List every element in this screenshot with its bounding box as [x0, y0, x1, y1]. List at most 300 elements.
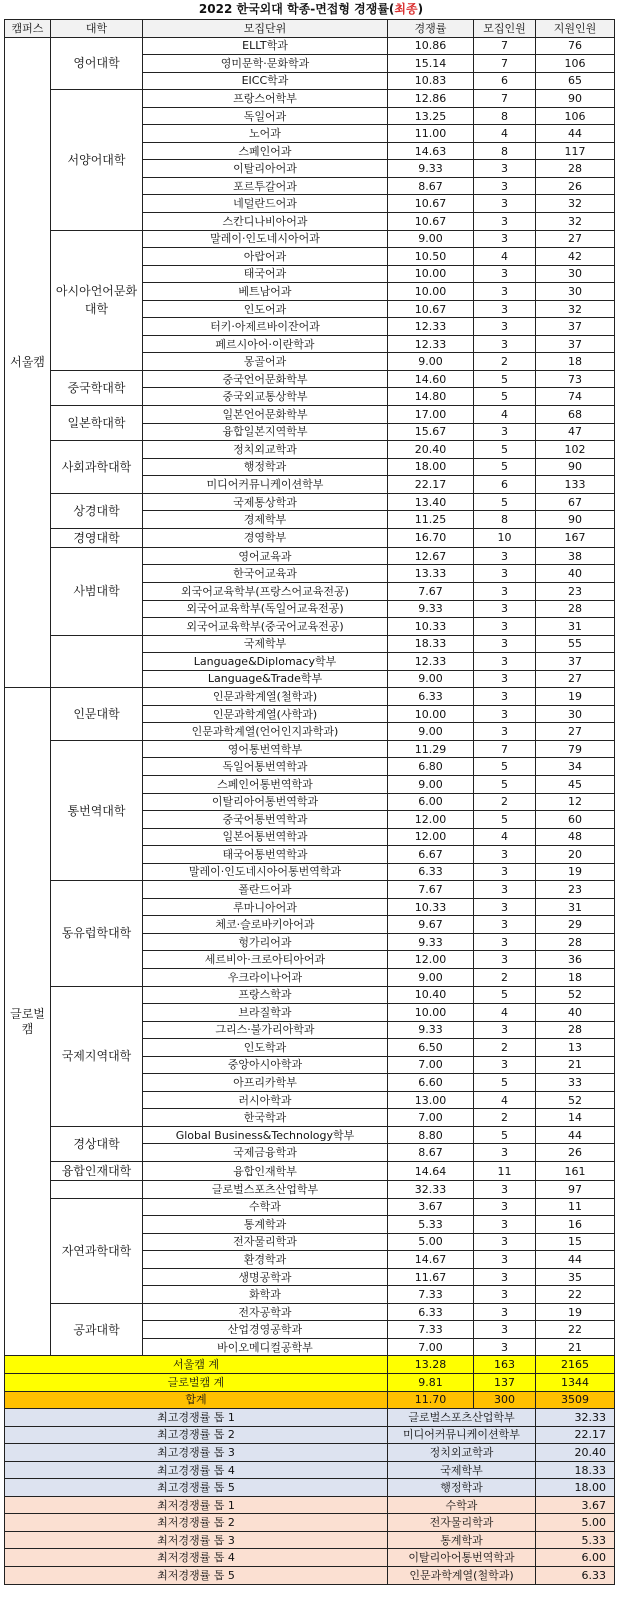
unit-cell: 베트남어과	[143, 283, 388, 301]
summary-quota: 137	[474, 1374, 536, 1392]
applicants-cell: 90	[536, 458, 615, 476]
ratio-cell: 13.40	[388, 493, 474, 511]
ratio-cell: 5.33	[388, 1216, 474, 1234]
quota-cell: 5	[474, 811, 536, 829]
title-text: 2022 한국외대 학종-면접형 경쟁률(	[198, 2, 395, 16]
ratio-cell: 12.00	[388, 828, 474, 846]
applicants-cell: 26	[536, 1144, 615, 1162]
applicants-cell: 37	[536, 335, 615, 353]
quota-cell: 3	[474, 1144, 536, 1162]
quota-cell: 3	[474, 265, 536, 283]
college-cell: 자연과학대학	[51, 1198, 143, 1303]
ratio-cell: 7.00	[388, 1056, 474, 1074]
table-row	[5, 881, 615, 899]
ratio-cell: 9.67	[388, 916, 474, 934]
quota-cell: 6	[474, 72, 536, 90]
quota-cell: 3	[474, 213, 536, 231]
ranking-ratio: 3.67	[536, 1496, 615, 1514]
quota-cell: 3	[474, 688, 536, 706]
ratio-cell: 11.25	[388, 511, 474, 529]
ratio-cell: 8.67	[388, 177, 474, 195]
unit-cell: 스칸디나비아어과	[143, 213, 388, 231]
applicants-cell: 102	[536, 441, 615, 459]
ranking-unit: 국제학부	[388, 1461, 536, 1479]
table-row	[5, 37, 615, 55]
header-applicants: 지원인원	[536, 20, 615, 38]
ratio-cell: 7.33	[388, 1286, 474, 1304]
college-cell: 경상대학	[51, 1126, 143, 1161]
applicants-cell: 31	[536, 618, 615, 636]
applicants-cell: 90	[536, 90, 615, 108]
ratio-cell: 17.00	[388, 406, 474, 424]
ranking-ratio: 18.00	[536, 1479, 615, 1497]
table-row	[5, 493, 615, 511]
applicants-cell: 13	[536, 1039, 615, 1057]
college-cell: 아시아언어문화대학	[51, 230, 143, 370]
applicants-cell: 45	[536, 775, 615, 793]
applicants-cell: 161	[536, 1162, 615, 1181]
applicants-cell: 90	[536, 511, 615, 529]
applicants-cell: 106	[536, 55, 615, 73]
college-cell: 경영대학	[51, 528, 143, 547]
ratio-cell: 6.67	[388, 846, 474, 864]
table-row	[5, 1126, 615, 1144]
ranking-row	[5, 1409, 615, 1427]
competition-table	[4, 19, 615, 1585]
ratio-cell: 13.33	[388, 565, 474, 583]
ratio-cell: 10.40	[388, 986, 474, 1004]
quota-cell: 3	[474, 916, 536, 934]
unit-cell: 아랍어과	[143, 248, 388, 266]
quota-cell: 3	[474, 1286, 536, 1304]
ratio-cell: 10.83	[388, 72, 474, 90]
quota-cell: 8	[474, 511, 536, 529]
quota-cell: 6	[474, 476, 536, 494]
quota-cell: 5	[474, 775, 536, 793]
applicants-cell: 28	[536, 1021, 615, 1039]
ranking-ratio: 20.40	[536, 1444, 615, 1462]
unit-cell: 체코·슬로바키아어과	[143, 916, 388, 934]
quota-cell: 2	[474, 1109, 536, 1127]
ratio-cell: 14.60	[388, 370, 474, 388]
unit-cell: 노어과	[143, 125, 388, 143]
ratio-cell: 15.67	[388, 423, 474, 441]
unit-cell: 영어통번역학부	[143, 740, 388, 758]
applicants-cell: 27	[536, 723, 615, 741]
college-cell: 사범대학	[51, 547, 143, 635]
unit-cell: 수학과	[143, 1198, 388, 1216]
applicants-cell: 30	[536, 283, 615, 301]
ratio-cell: 9.00	[388, 723, 474, 741]
ratio-cell: 9.33	[388, 600, 474, 618]
applicants-cell: 60	[536, 811, 615, 829]
applicants-cell: 73	[536, 370, 615, 388]
unit-cell: 외국어교육학부(중국어교육전공)	[143, 618, 388, 636]
quota-cell: 3	[474, 933, 536, 951]
quota-cell: 3	[474, 177, 536, 195]
unit-cell: 중앙아시아학과	[143, 1056, 388, 1074]
quota-cell: 3	[474, 881, 536, 899]
ranking-unit: 인문과학계열(철학과)	[388, 1567, 536, 1585]
title-accent: 최종	[394, 2, 418, 16]
ranking-unit: 미디어커뮤니케이션학부	[388, 1426, 536, 1444]
ratio-cell: 14.67	[388, 1251, 474, 1269]
applicants-cell: 14	[536, 1109, 615, 1127]
unit-cell: 인도어과	[143, 300, 388, 318]
college-cell: 사회과학대학	[51, 441, 143, 494]
ranking-row	[5, 1479, 615, 1497]
ranking-unit: 전자물리학과	[388, 1514, 536, 1532]
applicants-cell: 28	[536, 933, 615, 951]
ranking-row	[5, 1514, 615, 1532]
campus-cell: 서울캠	[5, 37, 51, 688]
summary-applicants: 1344	[536, 1374, 615, 1392]
quota-cell: 5	[474, 458, 536, 476]
quota-cell: 7	[474, 740, 536, 758]
applicants-cell: 37	[536, 653, 615, 671]
table-row	[5, 688, 615, 706]
quota-cell: 3	[474, 1198, 536, 1216]
college-cell: 융합인재대학	[51, 1162, 143, 1181]
ratio-cell: 14.63	[388, 142, 474, 160]
ranking-label: 최고경쟁률 톱 1	[5, 1409, 388, 1427]
quota-cell: 3	[474, 230, 536, 248]
table-row	[5, 230, 615, 248]
unit-cell: EICC학과	[143, 72, 388, 90]
quota-cell: 3	[474, 1321, 536, 1339]
table-row	[5, 90, 615, 108]
applicants-cell: 30	[536, 705, 615, 723]
unit-cell: 태국어과	[143, 265, 388, 283]
unit-cell: 일본언어문화학부	[143, 406, 388, 424]
ranking-label: 최저경쟁률 톱 1	[5, 1496, 388, 1514]
quota-cell: 5	[474, 388, 536, 406]
unit-cell: 독일어통번역학과	[143, 758, 388, 776]
applicants-cell: 97	[536, 1181, 615, 1199]
ratio-cell: 6.33	[388, 1303, 474, 1321]
ratio-cell: 3.67	[388, 1198, 474, 1216]
quota-cell: 3	[474, 1056, 536, 1074]
unit-cell: 인문과학계열(사학과)	[143, 705, 388, 723]
ratio-cell: 9.00	[388, 775, 474, 793]
unit-cell: 폴란드어과	[143, 881, 388, 899]
unit-cell: 그리스·불가리아학과	[143, 1021, 388, 1039]
ratio-cell: 6.33	[388, 688, 474, 706]
ratio-cell: 7.00	[388, 1338, 474, 1356]
table-row	[5, 740, 615, 758]
quota-cell: 3	[474, 670, 536, 688]
applicants-cell: 37	[536, 318, 615, 336]
unit-cell: 세르비아·크로아티아어과	[143, 951, 388, 969]
quota-cell: 3	[474, 846, 536, 864]
unit-cell: 중국언어문화학부	[143, 370, 388, 388]
applicants-cell: 29	[536, 916, 615, 934]
ranking-unit: 정치외교학과	[388, 1444, 536, 1462]
unit-cell: 독일어과	[143, 107, 388, 125]
ratio-cell: 10.50	[388, 248, 474, 266]
applicants-cell: 36	[536, 951, 615, 969]
ratio-cell: 6.60	[388, 1074, 474, 1092]
applicants-cell: 18	[536, 968, 615, 986]
unit-cell: 터키·아제르바이잔어과	[143, 318, 388, 336]
unit-cell: 루마니아어과	[143, 898, 388, 916]
quota-cell: 2	[474, 353, 536, 371]
table-row	[5, 635, 615, 653]
unit-cell: 네덜란드어과	[143, 195, 388, 213]
ratio-cell: 9.00	[388, 230, 474, 248]
summary-ratio: 13.28	[388, 1356, 474, 1374]
summary-ratio: 9.81	[388, 1374, 474, 1392]
applicants-cell: 40	[536, 1004, 615, 1022]
unit-cell: 인문과학계열(언어인지과학과)	[143, 723, 388, 741]
unit-cell: 러시아학과	[143, 1091, 388, 1109]
college-cell: 인문대학	[51, 688, 143, 741]
table-row	[5, 441, 615, 459]
unit-cell: 중국어통번역학과	[143, 811, 388, 829]
ranking-unit: 수학과	[388, 1496, 536, 1514]
quota-cell: 3	[474, 705, 536, 723]
header-campus: 캠퍼스	[5, 20, 51, 38]
quota-cell: 3	[474, 635, 536, 653]
college-cell: 통번역대학	[51, 740, 143, 880]
ranking-row	[5, 1549, 615, 1567]
quota-cell: 5	[474, 1074, 536, 1092]
applicants-cell: 67	[536, 493, 615, 511]
quota-cell: 3	[474, 582, 536, 600]
applicants-cell: 30	[536, 265, 615, 283]
applicants-cell: 44	[536, 1251, 615, 1269]
summary-ratio: 11.70	[388, 1391, 474, 1409]
ranking-label: 최저경쟁률 톱 4	[5, 1549, 388, 1567]
applicants-cell: 52	[536, 1091, 615, 1109]
header-row	[5, 20, 615, 38]
ranking-label: 최저경쟁률 톱 2	[5, 1514, 388, 1532]
ratio-cell: 8.67	[388, 1144, 474, 1162]
quota-cell: 5	[474, 986, 536, 1004]
title-suffix: )	[417, 2, 424, 16]
unit-cell: 영어교육과	[143, 547, 388, 565]
unit-cell: 중국외교통상학부	[143, 388, 388, 406]
applicants-cell: 55	[536, 635, 615, 653]
applicants-cell: 19	[536, 863, 615, 881]
ratio-cell: 7.33	[388, 1321, 474, 1339]
unit-cell: 경제학부	[143, 511, 388, 529]
unit-cell: Global Business&Technology학부	[143, 1126, 388, 1144]
ratio-cell: 6.50	[388, 1039, 474, 1057]
ratio-cell: 13.00	[388, 1091, 474, 1109]
unit-cell: 태국어통번역학과	[143, 846, 388, 864]
header-ratio: 경쟁률	[388, 20, 474, 38]
unit-cell: 한국학과	[143, 1109, 388, 1127]
ranking-label: 최저경쟁률 톱 5	[5, 1567, 388, 1585]
quota-cell: 4	[474, 1004, 536, 1022]
applicants-cell: 79	[536, 740, 615, 758]
ratio-cell: 10.00	[388, 1004, 474, 1022]
unit-cell: 융합일본지역학부	[143, 423, 388, 441]
quota-cell: 2	[474, 1039, 536, 1057]
ranking-ratio: 22.17	[536, 1426, 615, 1444]
applicants-cell: 12	[536, 793, 615, 811]
quota-cell: 8	[474, 107, 536, 125]
unit-cell: 외국어교육학부(독일어교육전공)	[143, 600, 388, 618]
applicants-cell: 18	[536, 353, 615, 371]
summary-applicants: 2165	[536, 1356, 615, 1374]
applicants-cell: 133	[536, 476, 615, 494]
applicants-cell: 47	[536, 423, 615, 441]
unit-cell: 외국어교육학부(프랑스어교육전공)	[143, 582, 388, 600]
unit-cell: 스페인어통번역학과	[143, 775, 388, 793]
applicants-cell: 28	[536, 600, 615, 618]
college-cell: 동유럽학대학	[51, 881, 143, 986]
quota-cell: 3	[474, 618, 536, 636]
header-college: 대학	[51, 20, 143, 38]
unit-cell: 화학과	[143, 1286, 388, 1304]
header-quota: 모집인원	[474, 20, 536, 38]
unit-cell: 프랑스어학부	[143, 90, 388, 108]
unit-cell: 경영학부	[143, 528, 388, 547]
ratio-cell: 12.33	[388, 318, 474, 336]
applicants-cell: 106	[536, 107, 615, 125]
applicants-cell: 167	[536, 528, 615, 547]
quota-cell: 11	[474, 1162, 536, 1181]
ratio-cell: 8.80	[388, 1126, 474, 1144]
quota-cell: 4	[474, 248, 536, 266]
unit-cell: 말레이·인도네시아어통번역학과	[143, 863, 388, 881]
quota-cell: 5	[474, 370, 536, 388]
quota-cell: 10	[474, 528, 536, 547]
applicants-cell: 27	[536, 230, 615, 248]
quota-cell: 4	[474, 1091, 536, 1109]
quota-cell: 5	[474, 1126, 536, 1144]
ratio-cell: 14.64	[388, 1162, 474, 1181]
ratio-cell: 11.00	[388, 125, 474, 143]
ranking-row	[5, 1531, 615, 1549]
ratio-cell: 12.00	[388, 951, 474, 969]
applicants-cell: 65	[536, 72, 615, 90]
ratio-cell: 10.67	[388, 213, 474, 231]
applicants-cell: 40	[536, 565, 615, 583]
ranking-row	[5, 1426, 615, 1444]
quota-cell: 3	[474, 600, 536, 618]
quota-cell: 3	[474, 723, 536, 741]
quota-cell: 4	[474, 828, 536, 846]
quota-cell: 3	[474, 951, 536, 969]
applicants-cell: 35	[536, 1268, 615, 1286]
unit-cell: 국제금융학과	[143, 1144, 388, 1162]
unit-cell: 영미문학·문화학과	[143, 55, 388, 73]
applicants-cell: 33	[536, 1074, 615, 1092]
unit-cell: 아프리카학부	[143, 1074, 388, 1092]
ranking-unit: 글로벌스포츠산업학부	[388, 1409, 536, 1427]
unit-cell: 국제통상학과	[143, 493, 388, 511]
ratio-cell: 7.67	[388, 881, 474, 899]
unit-cell: 전자공학과	[143, 1303, 388, 1321]
quota-cell: 8	[474, 142, 536, 160]
unit-cell: 이탈리아어과	[143, 160, 388, 178]
unit-cell: Language&Trade학부	[143, 670, 388, 688]
unit-cell: 미디어커뮤니케이션학부	[143, 476, 388, 494]
applicants-cell: 38	[536, 547, 615, 565]
applicants-cell: 21	[536, 1056, 615, 1074]
quota-cell: 3	[474, 1303, 536, 1321]
summary-label: 글로벌캠 계	[5, 1374, 388, 1392]
applicants-cell: 34	[536, 758, 615, 776]
unit-cell: 프랑스학과	[143, 986, 388, 1004]
quota-cell: 3	[474, 335, 536, 353]
unit-cell: Language&Diplomacy학부	[143, 653, 388, 671]
quota-cell: 3	[474, 863, 536, 881]
college-cell: 일본학대학	[51, 406, 143, 441]
applicants-cell: 26	[536, 177, 615, 195]
applicants-cell: 31	[536, 898, 615, 916]
table-row	[5, 547, 615, 565]
applicants-cell: 28	[536, 160, 615, 178]
applicants-cell: 21	[536, 1338, 615, 1356]
quota-cell: 3	[474, 898, 536, 916]
quota-cell: 4	[474, 125, 536, 143]
unit-cell: 산업경영공학과	[143, 1321, 388, 1339]
summary-label: 서울캠 계	[5, 1356, 388, 1374]
quota-cell: 3	[474, 1268, 536, 1286]
unit-cell: 일본어통번역학과	[143, 828, 388, 846]
ratio-cell: 12.00	[388, 811, 474, 829]
ratio-cell: 12.86	[388, 90, 474, 108]
applicants-cell: 19	[536, 688, 615, 706]
college-cell: 국제지역대학	[51, 986, 143, 1126]
quota-cell: 2	[474, 793, 536, 811]
ratio-cell: 6.80	[388, 758, 474, 776]
ratio-cell: 13.25	[388, 107, 474, 125]
applicants-cell: 32	[536, 213, 615, 231]
ratio-cell: 9.00	[388, 353, 474, 371]
quota-cell: 3	[474, 300, 536, 318]
ratio-cell: 18.33	[388, 635, 474, 653]
applicants-cell: 22	[536, 1321, 615, 1339]
header-unit: 모집단위	[143, 20, 388, 38]
ranking-label: 최저경쟁률 톱 3	[5, 1531, 388, 1549]
applicants-cell: 15	[536, 1233, 615, 1251]
unit-cell: 이탈리아어통번역학과	[143, 793, 388, 811]
quota-cell: 3	[474, 565, 536, 583]
unit-cell: 통계학과	[143, 1216, 388, 1234]
applicants-cell: 68	[536, 406, 615, 424]
quota-cell: 7	[474, 37, 536, 55]
ranking-row	[5, 1567, 615, 1585]
unit-cell: 전자물리학과	[143, 1233, 388, 1251]
table-row	[5, 528, 615, 547]
quota-cell: 7	[474, 55, 536, 73]
campus-cell: 글로벌캠	[5, 688, 51, 1356]
applicants-cell: 19	[536, 1303, 615, 1321]
unit-cell: 한국어교육과	[143, 565, 388, 583]
applicants-cell: 32	[536, 300, 615, 318]
applicants-cell: 74	[536, 388, 615, 406]
quota-cell: 2	[474, 968, 536, 986]
unit-cell: 행정학과	[143, 458, 388, 476]
applicants-cell: 27	[536, 670, 615, 688]
ratio-cell: 10.00	[388, 265, 474, 283]
ratio-cell: 11.67	[388, 1268, 474, 1286]
quota-cell: 3	[474, 1181, 536, 1199]
ratio-cell: 5.00	[388, 1233, 474, 1251]
table-row	[5, 1162, 615, 1181]
table-row	[5, 1303, 615, 1321]
unit-cell: 포르투갈어과	[143, 177, 388, 195]
unit-cell: 페르시아어·이란학과	[143, 335, 388, 353]
ranking-ratio: 32.33	[536, 1409, 615, 1427]
summary-quota: 300	[474, 1391, 536, 1409]
quota-cell: 3	[474, 1338, 536, 1356]
